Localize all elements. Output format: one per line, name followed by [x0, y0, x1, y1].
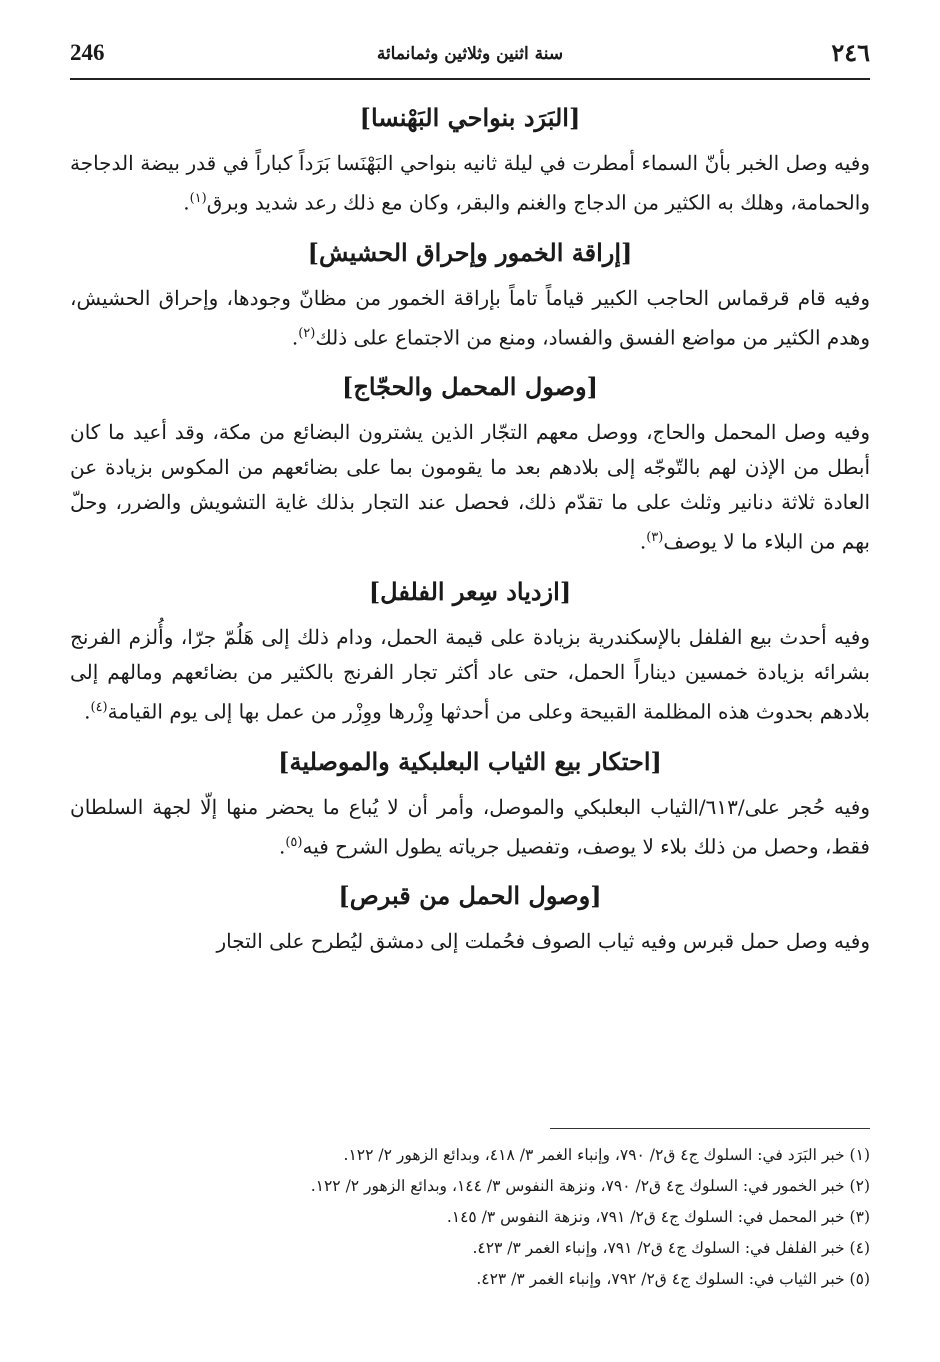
- running-header: [70, 38, 870, 80]
- paragraph-text: وفيه حُجر على/٦١٣/الثياب البعلبكي والموصل، وأمر أن لا يُباع ما يحضر منها إلّا لجهة السلطان فقط، وحصل من ذلك بلاء لا يوصف، وتفصيل جرياته يطول الشرح فيه: [70, 794, 870, 859]
- section-paragraph: وفيه وصل الخبر بأنّ السماء أمطرت في ليلة ثانيه بنواحي البَهْنَسا بَرَداً كباراً في قدر بيضة الدجاجة والحمامة، وهلك به الكثير من الدجاج والغنم والبقر، وكان مع ذلك رعد شديد وبرق$^{(١)}$.: [70, 151, 870, 215]
- footnote-item: (١) خبر البَرَد في: السلوك ج٤ ق٢/ ٧٩٠، وإنباء الغمر ٣/ ٤١٨، وبدائع الزهور ٢/ ١٢٢.: [343, 1146, 870, 1164]
- paragraph-text: وفيه أحدث بيع الفلفل بالإسكندرية بزيادة على قيمة الحمل، ودام ذلك إلى هَلُمّ جرّا، وأُلزم الفرنج بشرائه بزيادة خمسين ديناراً الحمل، حتى عاد أكثر تجار الفرنج بالكثير من بضائعهم ومالهم إلى بلادهم بحدوث هذه المظلمة القبيحة وعلى من أحدثها وِزْرها ووِزْر من عمل بها إلى يوم القيامة: [70, 624, 870, 724]
- section-heading: [وصول المحمل والحجّاج]: [342, 372, 598, 402]
- paragraph-text: وفيه وصل حمل قبرس وفيه ثياب الصوف فحُملت إلى دمشق ليُطرح على التجار: [216, 929, 870, 954]
- section-paragraph: وفيه أحدث بيع الفلفل بالإسكندرية بزيادة على قيمة الحمل، ودام ذلك إلى هَلُمّ جرّا، وأُلزم الفرنج بشرائه بزيادة خمسين ديناراً الحمل، حتى عاد أكثر تجار الفرنج بالكثير من بضائعهم ومالهم إلى بلادهم بحدوث هذه المظلمة القبيحة وعلى من أحدثها وِزْرها ووِزْر من عمل بها إلى يوم القيامة$^{(٤)}$.: [70, 624, 870, 724]
- footnote-ref[interactable]: (٥): [285, 834, 303, 850]
- footnote-ref[interactable]: (٤): [90, 699, 108, 715]
- footnote-item: (٤) خبر الفلفل في: السلوك ج٤ ق٢/ ٧٩١، وإنباء الغمر ٣/ ٤٢٣.: [472, 1239, 870, 1257]
- footnote-ref[interactable]: (٢): [298, 325, 316, 341]
- paragraph-text: وفيه وصل الخبر بأنّ السماء أمطرت في ليلة ثانيه بنواحي البَهْنَسا بَرَداً كباراً في قدر بيضة الدجاجة والحمامة، وهلك به الكثير من الدجاج والغنم والبقر، وكان مع ذلك رعد شديد وبرق: [70, 151, 870, 215]
- section-paragraph: [70, 924, 870, 959]
- section-heading: [البَرَد بنواحي البَهْنسا]: [359, 103, 581, 132]
- page-number-arabic: ٢٤٦: [831, 38, 870, 67]
- section-paragraph: وفيه قام قرقماس الحاجب الكبير قياماً تاماً بإراقة الخمور من مظانّ وجودها، وإحراق الحشيش، وهدم الكثير من مواضع الفسق والفساد، ومنع من الاجتماع على ذلك$^{(٢)}$.: [70, 285, 870, 350]
- footnote-ref[interactable]: (٣): [646, 530, 664, 546]
- section-heading: [إراقة الخمور وإحراق الحشيش]: [307, 237, 633, 267]
- footnote-ref[interactable]: (١): [189, 191, 207, 206]
- main-text: [70, 98, 870, 971]
- page-number-latin: 246: [70, 40, 105, 65]
- footnote-item: (٣) خبر المحمل في: السلوك ج٤ ق٢/ ٧٩١، ونزهة النفوس ٣/ ١٤٥.: [446, 1208, 870, 1226]
- section-heading: [وصول الحمل من قبرص]: [338, 881, 602, 911]
- section-heading: [احتكار بيع الثياب البعلبكية والموصلية]: [278, 746, 662, 776]
- section-paragraph: وفيه وصل المحمل والحاج، ووصل معهم التجّار الذين يشترون البضائع من مكة، وقد أعيد ما كان أبطل من الإذن لهم بالتّوجّه إلى بلادهم بعد ما يقومون بما على بضائعهم من المكوس بزيادة عن العادة ثلاثة دنانير وثلث على ما تقدّم ذلك، فحصل عند التجار بذلك غاية التشويش والضرر، وحلّ بهم من البلاء ما لا يوصف$^{(٣)}$.: [70, 420, 870, 554]
- paragraph-text: وفيه وصل المحمل والحاج، ووصل معهم التجّار الذين يشترون البضائع من مكة، وقد أعيد ما كان أبطل من الإذن لهم بالتّوجّه إلى بلادهم بعد ما يقومون بما على بضائعهم من المكوس بزيادة عن العادة ثلاثة دنانير وثلث على ما تقدّم ذلك، فحصل عند التجار بذلك غاية التشويش والضرر، وحلّ بهم من البلاء ما لا يوصف: [70, 420, 870, 554]
- footnotes: [70, 1140, 870, 1295]
- paragraph-text: وفيه قام قرقماس الحاجب الكبير قياماً تاماً بإراقة الخمور من مظانّ وجودها، وإحراق الحشيش، وهدم الكثير من مواضع الفسق والفساد، ومنع من الاجتماع على ذلك: [70, 285, 870, 350]
- footnote-item: (٢) خبر الخمور في: السلوك ج٤ ق٢/ ٧٩٠، ونزهة النفوس ٣/ ١٤٤، وبدائع الزهور ٢/ ١٢٢.: [310, 1177, 870, 1195]
- section-heading: [ازدياد سِعر الفلفل]: [368, 576, 572, 606]
- footnote-item: (٥) خبر الثياب في: السلوك ج٤ ق٢/ ٧٩٢، وإنباء الغمر ٣/ ٤٢٣.: [476, 1270, 870, 1288]
- section-paragraph: وفيه حُجر على/٦١٣/الثياب البعلبكي والموصل، وأمر أن لا يُباع ما يحضر منها إلّا لجهة السلطان فقط، وحصل من ذلك بلاء لا يوصف، وتفصيل جرياته يطول الشرح فيه$^{(٥)}$.: [70, 794, 870, 859]
- running-title: سنة اثنين وثلاثين وثمانمائة: [376, 44, 564, 64]
- footnote-divider: [550, 1128, 870, 1129]
